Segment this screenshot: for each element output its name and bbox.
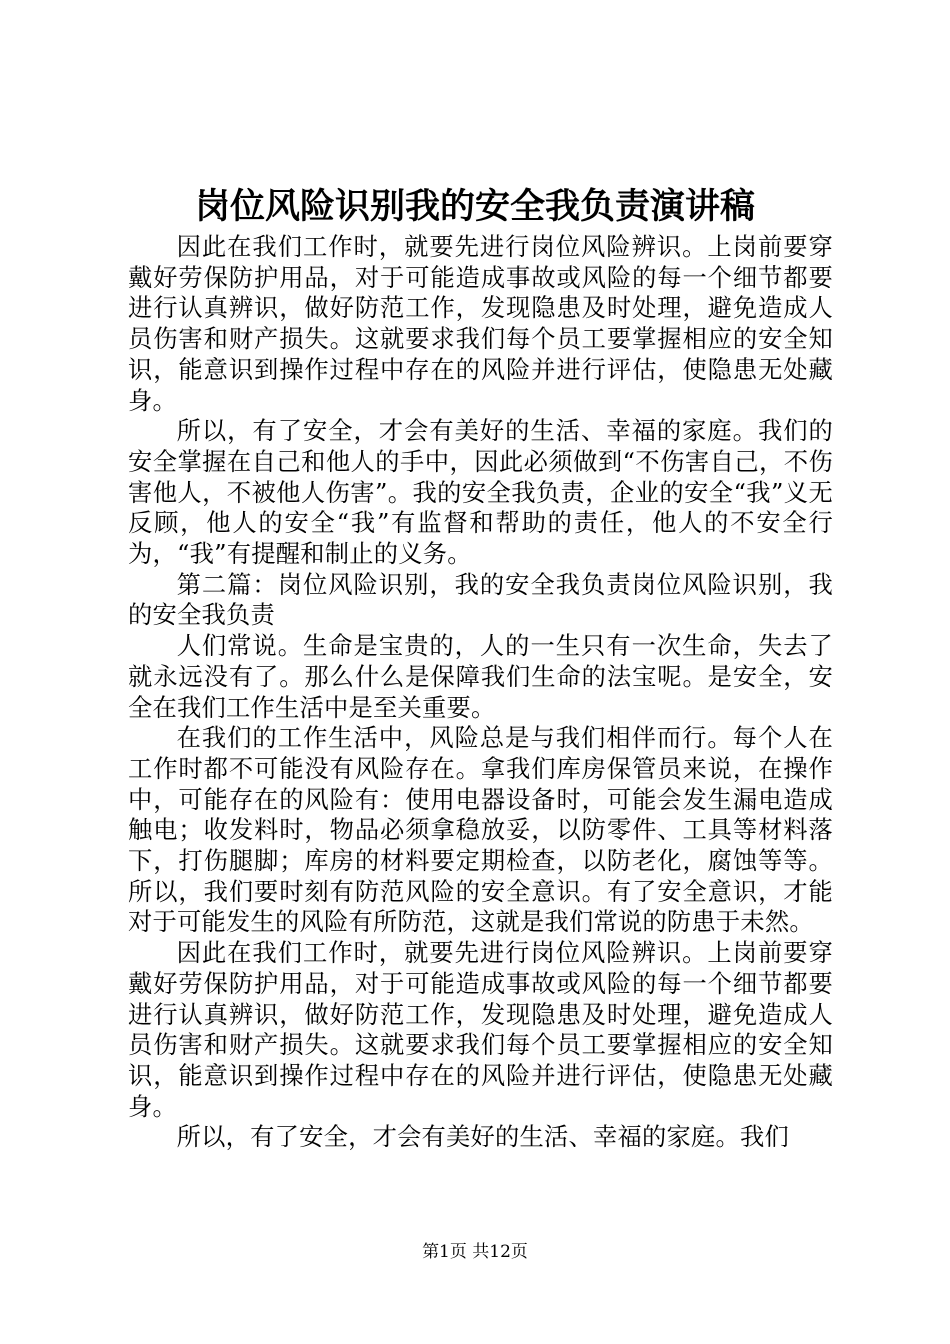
body-paragraph: 所以，有了安全，才会有美好的生活、幸福的家庭。我们 [176,1122,790,1152]
body-paragraph: 因此在我们工作时，就要先进行岗位风险辨识。上岗前要穿戴好劳保防护用品，对于可能造成事故或风险的每一个细节都要进行认真辨识，做好防范工作，发现隐患及时处理，避免造成人员伤害和财产损失。这就要求我们每个员工要掌握相应的安全知识，能意识到操作过程中存在的风险并进行评估，使隐患无处藏身。 [128,232,833,415]
document-body [128,232,833,1153]
section-heading-paragraph: 第二篇：岗位风险识别，我的安全我负责岗位风险识别，我的安全我负责 [128,569,833,630]
page-number-footer: 第1页 共12页 [422,1242,528,1262]
body-paragraph: 因此在我们工作时，就要先进行岗位风险辨识。上岗前要穿戴好劳保防护用品，对于可能造成事故或风险的每一个细节都要进行认真辨识，做好防范工作，发现隐患及时处理，避免造成人员伤害和财产损失。这就要求我们每个员工要掌握相应的安全知识，能意识到操作过程中存在的风险并进行评估，使隐患无处藏身。 [128,938,833,1121]
body-paragraph: 所以，有了安全，才会有美好的生活、幸福的家庭。我们的安全掌握在自己和他人的手中，因此必须做到“不伤害自己，不伤害他人，不被他人伤害”。我的安全我负责，企业的安全“我”义无反顾，他人的安全“我”有监督和帮助的责任，他人的不安全行为，“我”有提醒和制止的义务。 [128,416,833,569]
body-paragraph: 人们常说。生命是宝贵的，人的一生只有一次生命，失去了就永远没有了。那么什么是保障我们生命的法宝呢。是安全，安全在我们工作生活中是至关重要。 [128,631,833,722]
document-title: 岗位风险识别我的安全我负责演讲稿 [194,186,755,227]
body-paragraph: 在我们的工作生活中，风险总是与我们相伴而行。每个人在工作时都不可能没有风险存在。拿我们库房保管员来说，在操作中，可能存在的风险有：使用电器设备时，可能会发生漏电造成触电；收发料时，物品必须拿稳放妥，以防零件、工具等材料落下，打伤腿脚；库房的材料要定期检查，以防老化，腐蚀等等。所以，我们要时刻有防范风险的安全意识。有了安全意识，才能对于可能发生的风险有所防范，这就是我们常说的防患于未然。 [128,723,833,937]
